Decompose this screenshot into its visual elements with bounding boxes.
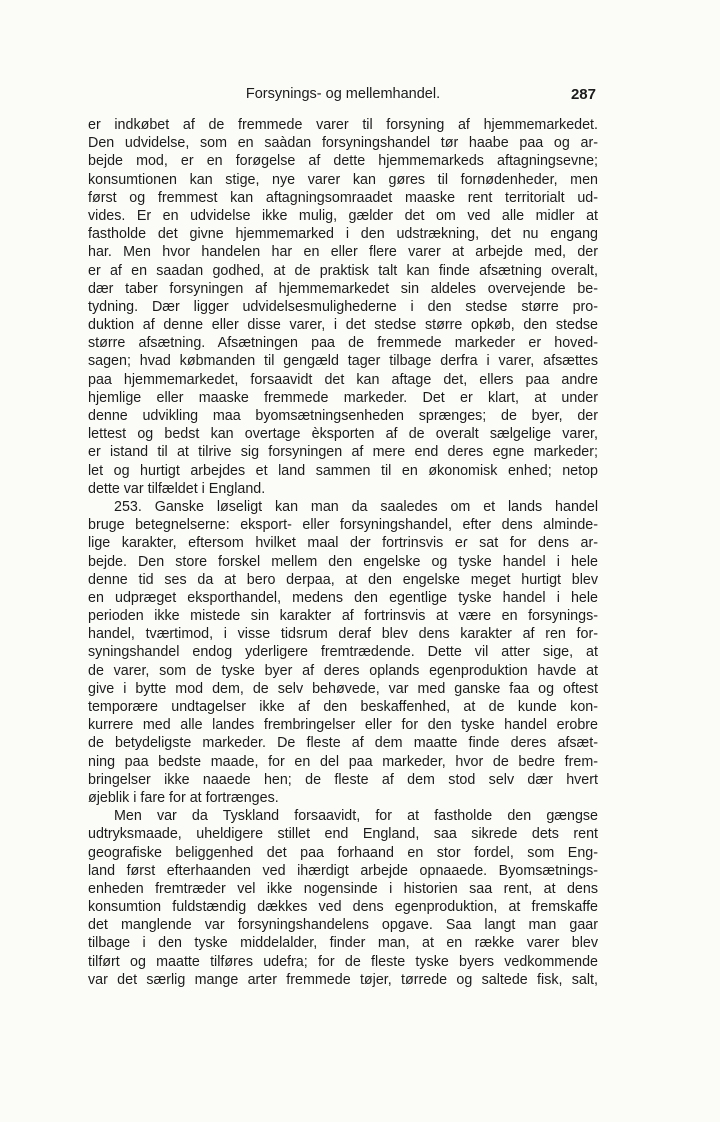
text-line: geografiske beliggenhed det paa forhaand en stor fordel, som Eng- (88, 844, 598, 861)
text-line: kurrere med alle landes frembringelser eller for den tyske handel erobre (88, 717, 598, 734)
text-line: det manglende var forsyningshandelens opgave. Saa langt man gaar (88, 917, 598, 934)
text-line: denne udvikling maa byomsætningsenheden sprænges; de byer, der (88, 408, 598, 424)
text-line: fastholde det givne hjemmemarked i den udstrækning, det nu engang (88, 226, 598, 243)
running-header (88, 86, 598, 108)
text-line: dette var tilfældet i England. (88, 480, 266, 497)
running-title: Forsynings- og mellemhandel. (245, 86, 441, 102)
text-line: hjemlige eller maaske fremmede markeder. Det er klart, at under (88, 389, 598, 406)
text-line: er istand til at tilrive sig forsyningen af mere end deres egne markeder; (88, 444, 598, 461)
text-line: tilført og maatte tilføres udefra; for de fleste tyske byers vedkommende (88, 953, 598, 970)
text-line: var det særlig mange arter fremmede tøjer, tørrede og saltede fisk, salt, (88, 971, 598, 988)
text-line: lettest og bedst kan overtage èksporten af de overalt sælgelige varer, (88, 426, 598, 443)
text-line: de betydeligste markeder. De fleste af dem maatte finde deres afsæt- (88, 735, 598, 752)
text-line: vides. Er en udvidelse ikke mulig, gælder det om ved alle midler at (88, 207, 598, 224)
text-line: bejde mod, er en forøgelse af dette hjemmemarkeds aftagningsevne; (88, 153, 598, 170)
text-line: øjeblik i fare for at fortrænges. (88, 789, 279, 806)
text-line: udtryksmaade, uheldigere stillet end England, saa sikrede dets rent (88, 826, 598, 843)
text-line: enheden fremtræder vel ikke nogensinde i historien saa rent, at dens (88, 880, 598, 897)
text-line: temporære undtagelser ikke af den beskaffenhed, at de kunde kon- (88, 699, 598, 715)
text-line: Den udvidelse, som en saàdan forsyningshandel tør haabe paa og ar- (88, 135, 598, 152)
text-line: er indkøbet af de fremmede varer til forsyning af hjemmemarkedet. (88, 117, 598, 133)
text-line: denne tid ses da at bero derpaa, at den engelske meget hurtigt blev (88, 571, 598, 588)
text-line: konsumtion fuldstændig dækkes ved dens egenproduktion, at fremskaffe (88, 899, 598, 916)
body-text (88, 116, 598, 989)
text-line: bruge betegnelserne: eksport- eller forsyningshandel, efter dens alminde- (88, 517, 598, 534)
text-line: perioden ikke mistede sin karakter af fortrinsvis at være en forsynings- (88, 608, 598, 625)
text-line: paa hjemmemarkedet, forsaavidt det kan aftage det, ellers paa andre (88, 371, 598, 388)
text-line: sagen; hvad købmanden til gengæld tager tilbage derfra i varer, afsættes (88, 353, 598, 370)
text-line: de varer, som de tyske byer af deres oplands egenproduktion havde at (88, 662, 598, 679)
paragraph-start: Men var da Tyskland forsaavidt, for at fastholde den gængse (114, 808, 598, 825)
page-number: 287 (570, 86, 596, 103)
text-line: tydning. Dær ligger udvidelsesmulighederne i den stedse større pro- (88, 298, 598, 315)
text-line: har. Men hvor handelen har en eller flere varer at arbejde med, der (88, 244, 598, 261)
text-line: lige karakter, eftersom hvilket maal der fortrinsvis eɾ sat for dens ar- (88, 535, 598, 552)
text-line: dær taber forsyningen af hjemmemarkedet sin aldeles overvejende be- (88, 280, 598, 297)
text-line: land først efterhaanden ved ihærdigt arbejde opnaaede. Byomsætnings- (88, 862, 598, 879)
text-line: handel, tværtimod, i visse tidsrum deraf blev dens karakter af ren for- (88, 626, 598, 643)
text-line: først og fremmest kan aftagningsomraadet maaske rent territorialt ud- (88, 189, 598, 206)
text-line: syningshandel endog yderligere fremtrædende. Dette vil atter sige, at (88, 644, 598, 661)
text-line: duktion af denne eller disse varer, i det stedse større opkøb, den stedse (88, 317, 598, 334)
text-line: er af en saadan godhed, at de praktisk talt kan finde afsætning overalt, (88, 262, 598, 279)
text-line: bringelser ikke naaede hen; de fleste af dem stod selv dær hvert (88, 771, 598, 788)
paragraph-start: 253. Ganske løseligt kan man da saaledes om et lands handel (114, 498, 598, 515)
text-line: konsumtionen kan stige, nye varer kan gøres til fornødenheder, men (88, 171, 598, 188)
text-line: let og hurtigt arbejdes et land sammen til en økonomisk enhed; netop (88, 462, 598, 479)
text-line: større afsætning. Afsætningen paa de fremmede markeder er hoved- (88, 335, 598, 352)
text-line: ning paa bedste maade, for en del paa markeder, hvor de bedre frem- (88, 753, 598, 770)
text-line: give i bytte mod dem, de selv behøvede, var med ganske faa og oftest (88, 680, 598, 697)
text-line: tilbage i den tyske middelalder, finder man, at en række varer blev (88, 935, 598, 952)
text-line: en udpræget eksporthandel, medens den egentlige tyske handel i hele (88, 589, 598, 606)
text-line: bejde. Den store forskel mellem den engelske og tyske handel i hele (88, 553, 598, 570)
